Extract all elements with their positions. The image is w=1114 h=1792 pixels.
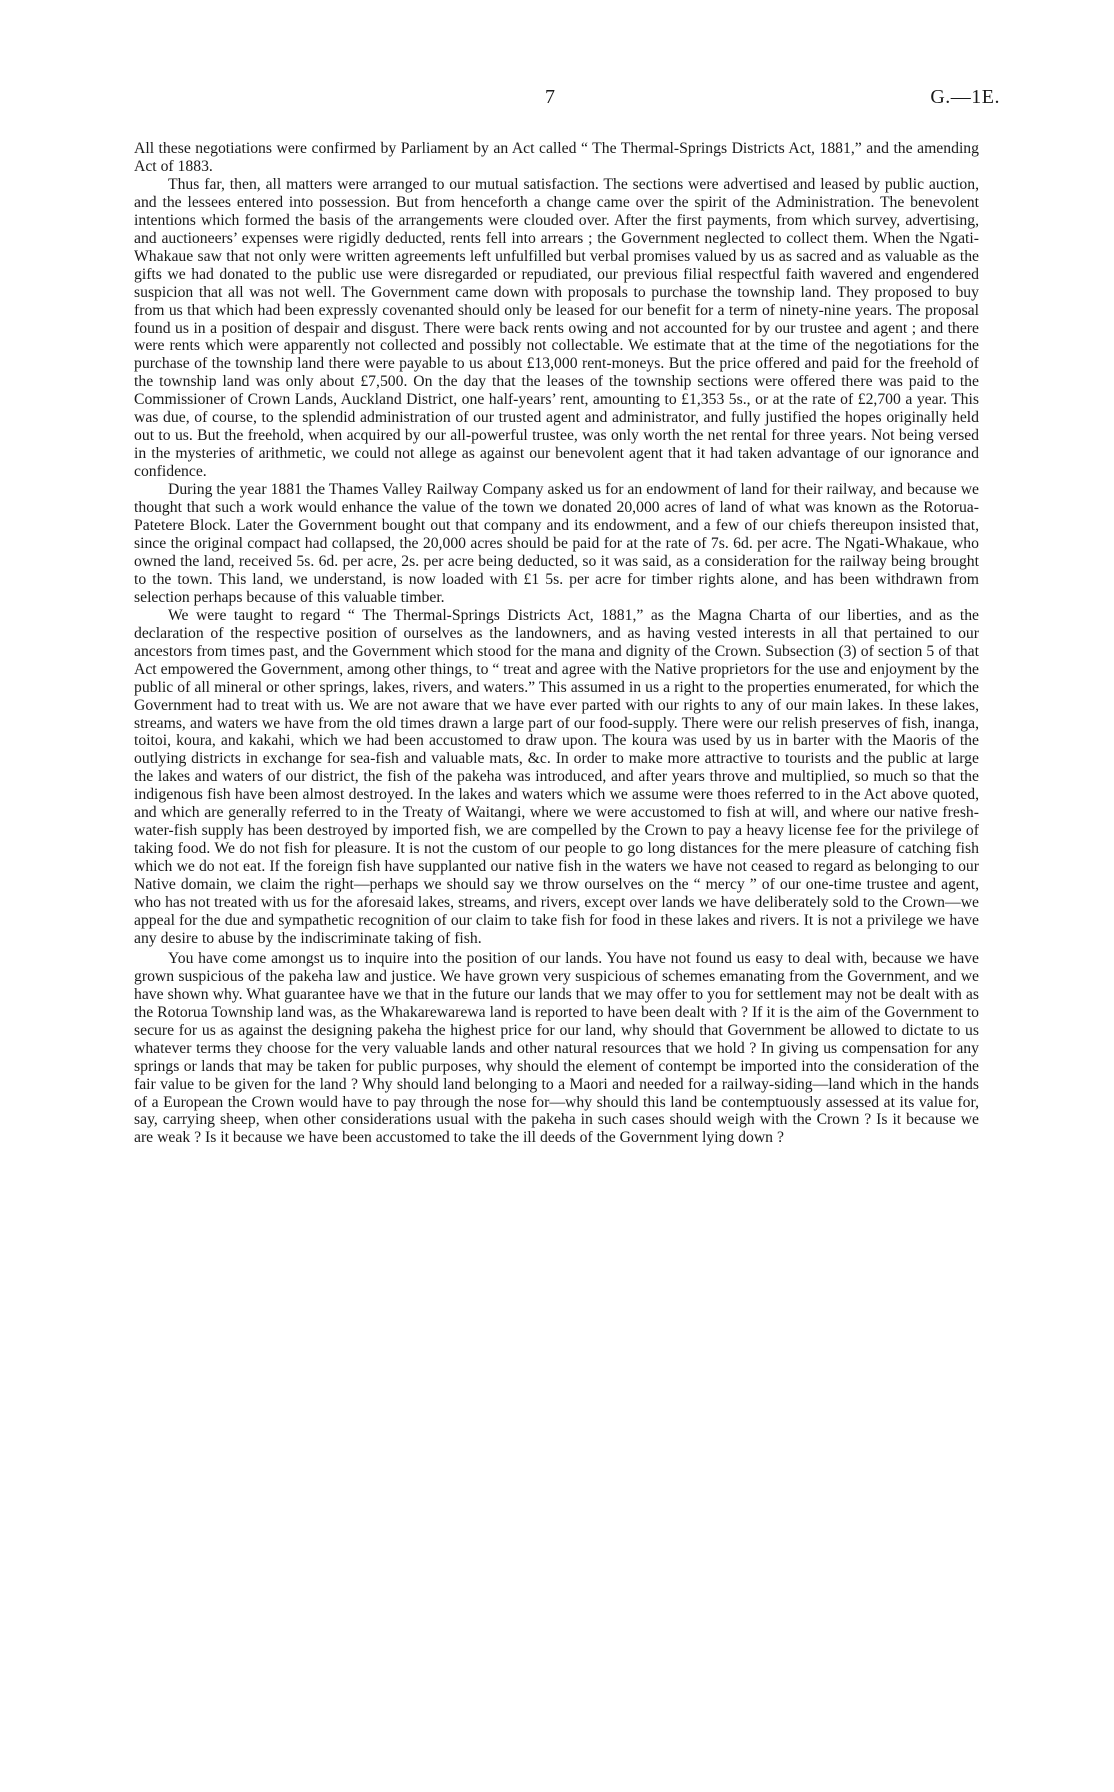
paragraph: Thus far, then, all matters were arranged to our mutual satisfaction. The sections were advertised and leased by public auction, and the lessees entered into possession. But from henceforth a change came over the spirit of the Administration. The benevolent intentions which formed the basis of the arrangements were clouded over. After the first payments, from which survey, advertising, and auctioneers’ expenses were rigidly deducted, rents fell into arrears ; the Government neglected to collect them. When the Ngati-Whakaue saw that not only were written agreements left unfulfilled but verbal promises valued by us as sacred and as valuable as the gifts we had donated to the public use were disregarded or repudiated, our previous filial respectful faith wavered and engendered suspicion that all was not well. The Government came down with proposals to purchase the township land. They proposed to buy from us that which had been expressly covenanted should only be leased for our benefit for a term of ninety-nine years. The proposal found us in a position of despair and disgust. There were back rents owing and not accounted for by our trustee and agent ; and there were rents which were apparently not collected and possibly not collectable. We estimate that at the time of the negotiations for the purchase of the township land there were payable to us about £13,000 rent-moneys. But the price offered and paid for the freehold of the township land was only about £7,500. On the day that the leases of the township sections were offered there was paid to the Commissioner of Crown Lands, Auckland District, one half-years’ rent, amounting to £1,353 5s., or at the rate of £2,700 a year. This was due, of course, to the splendid administration of our trusted agent and administrator, and fully justified the hopes originally held out to us. But the freehold, when acquired by our all-powerful trustee, was only worth the net rental for three years. Not being versed in the mysteries of arithmetic, we could not allege as against our benevolent agent that it had taken advantage of our ignorance and confidence.	[134, 175, 979, 481]
paragraph: All these negotiations were confirmed by Parliament by an Act called “ The Thermal-Springs Districts Act, 1881,” and the amending Act of 1883.	[134, 140, 979, 175]
body-text	[134, 140, 979, 1147]
page-header	[0, 86, 1114, 116]
paragraph: During the year 1881 the Thames Valley Railway Company asked us for an endowment of land for their railway, and because we thought that such a work would enhance the value of the town we donated 20,000 acres of land of what was known as the Rotorua-Patetere Block. Later the Government bought out that company and its endowment, and a few of our chiefs thereupon insisted that, since the original compact had collapsed, the 20,000 acres should be paid for at the rate of 7s. 6d. per acre. The Ngati-Whakaue, who owned the land, received 5s. 6d. per acre, 2s. per acre being deducted, so it was said, as a consideration for the railway being brought to the town. This land, we understand, is now loaded with £1 5s. per acre for timber rights alone, and has been withdrawn from selection perhaps because of this valuable timber.	[134, 481, 979, 606]
page-number: 7	[545, 86, 556, 108]
paragraph: You have come amongst us to inquire into the position of our lands. You have not found us easy to deal with, because we have grown suspicious of the pakeha law and justice. We have grown very suspicious of schemes emanating from the Government, and we have shown why. What guarantee have we that in the future our lands that we may offer to you for settlement may not be dealt with as the Rotorua Township land was, as the Whakarewarewa land is reported to have been dealt with ? If it is the aim of the Government to secure for us as against the designing pakeha the highest price for our land, why should that Government be allowed to dictate to us whatever terms they choose for the very valuable lands and other natural resources that we hold ? In giving us compensation for any springs or lands that may be taken for public purposes, why should the element of contempt be imported into the consideration of the fair value to be given for the land ? Why should land belonging to a Maori and needed for a railway-siding—land which in the hands of a European the Crown would have to pay through the nose for—why should this land be contemptuously assessed at its value for, say, carrying sheep, when other considerations usual with the pakeha in such cases should weigh with the Crown ? Is it because we are weak ? Is it because we have been accustomed to take the ill deeds of the Government lying down ?	[134, 949, 979, 1147]
document-code: G.—1E.	[930, 86, 1000, 108]
paragraph: We were taught to regard “ The Thermal-Springs Districts Act, 1881,” as the Magna Charta of our liberties, and as the declaration of the respective position of ourselves as the landowners, and as having vested interests in all that pertained to our ancestors from times past, and the Government which stood for the mana and dignity of the Crown. Subsection (3) of section 5 of that Act empowered the Government, among other things, to “ treat and agree with the Native proprietors for the use and enjoyment by the public of all mineral or other springs, lakes, rivers, and waters.” This assumed in us a right to the properties enumerated, for which the Government had to treat with us. We are not aware that we have ever parted with our rights to any of our main lakes. In these lakes, streams, and waters we have from the old times drawn a large part of our food-supply. There were our relish preserves of fish, inanga, toitoi, koura, and kakahi, which we had been accustomed to draw upon. The koura was used by us in barter with the Maoris of the outlying districts in exchange for sea-fish and valuable mats, &c. In order to make more attractive to tourists and the public at large the lakes and waters of our district, the fish of the pakeha was introduced, and after years throve and multiplied, so much so that the indigenous fish have been almost destroyed. In the lakes and waters which we assume were thoes referred to in the Act above quoted, and which are generally referred to in the Treaty of Waitangi, where we were accustomed to fish at will, and where our native fresh-water-fish supply has been destroyed by imported fish, we are compelled by the Crown to pay a heavy license fee for the privilege of taking food. We do not fish for pleasure. It is not the custom of our people to go long distances for the mere pleasure of catching fish which we do not eat. If the foreign fish have supplanted our native fish in the waters we have not ceased to regard as belonging to our Native domain, we claim the right—perhaps we should say we throw ourselves on the “ mercy ” of our one-time trustee and agent, who has not treated with us for the aforesaid lakes, streams, and rivers, except over lands we have deliberately sold to the Crown—we appeal for the due and sympathetic recognition of our claim to take fish for food in these lakes and rivers. It is not a privilege we have any desire to abuse by the indiscriminate taking of fish.	[134, 606, 979, 947]
